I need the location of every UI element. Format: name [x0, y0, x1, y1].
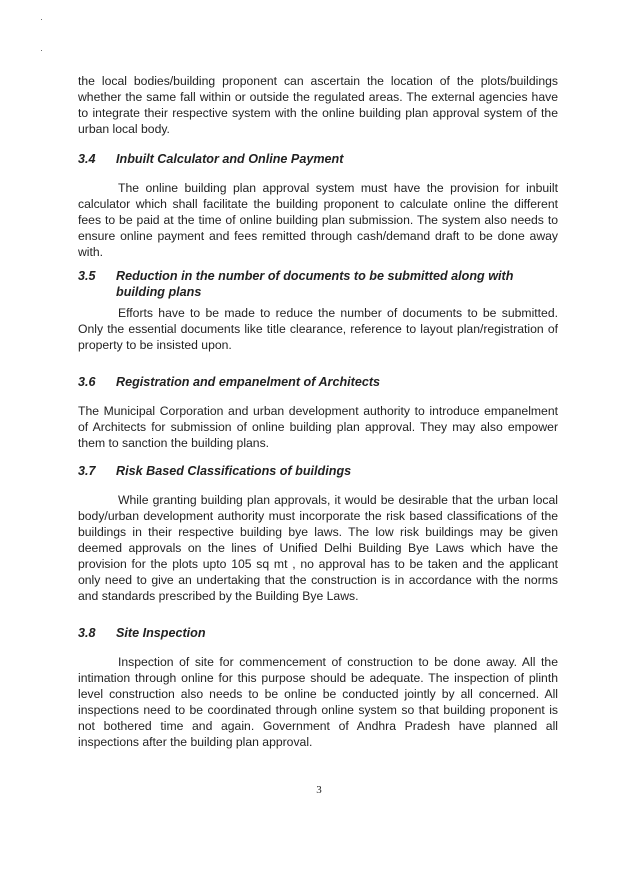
section-number: 3.8 — [78, 626, 96, 640]
section-body-3-8: Inspection of site for commencement of construction to be done away. All the intimation through online for this purpose should be adequate. The inspection of plinth level construction also needs to be online be conducted jointly by all concerned. All inspections need to be coordinated through online system so that building proponent is not bothered time and again. Government of Andhra Pradesh have planned all inspections after the building plan approval. — [78, 655, 558, 749]
section-number: 3.4 — [78, 152, 96, 166]
section-body-3-7: While granting building plan approvals, it would be desirable that the urban local body/urban development authority must incorporate the risk based classifications of the buildings in their respective building bye laws. The low risk buildings may be given deemed approvals on the lines of Unified Delhi Building Bye Laws which have the provision for the plots upto 105 sq mt , no approval has to be taken and the applicant only need to give an undertaking that the construction is in accordance with the norms and standards prescribed by the Building Bye Laws. — [78, 493, 558, 603]
section-heading-3-6 — [78, 374, 568, 390]
intro-paragraph: the local bodies/building proponent can ascertain the location of the plots/buildings whether the same fall within or outside the regulated areas. The external agencies have to integrate their respective system with the online building plan approval system of the urban local body. — [78, 74, 558, 136]
scan-mark: · — [40, 45, 43, 55]
page-number: 3 — [316, 784, 322, 796]
section-title: Risk Based Classifications of buildings — [116, 464, 352, 478]
section-title-line2: building plans — [116, 285, 202, 299]
section-number: 3.5 — [78, 269, 96, 283]
scan-mark: · — [40, 14, 43, 24]
section-heading-3-7 — [78, 463, 568, 479]
section-body-3-5: Efforts have to be made to reduce the number of documents to be submitted. Only the essential documents like title clearance, reference to layout plan/registration of property to be insisted upon. — [78, 306, 558, 352]
section-heading-3-4 — [78, 151, 568, 167]
section-body-3-6: The Municipal Corporation and urban development authority to introduce empanelment of Architects for submission of online building plan approval. They may also empower them to sanction the building plans. — [78, 404, 558, 450]
section-body-3-4: The online building plan approval system must have the provision for inbuilt calculator which shall facilitate the building proponent to calculate online the different fees to be paid at the time of online building plan submission. The system also needs to ensure online payment and fees remitted through cash/demand draft to be done away with. — [78, 181, 558, 259]
section-number: 3.7 — [78, 464, 96, 478]
section-title: Reduction in the number of documents to be submitted along with — [116, 269, 514, 283]
section-title: Site Inspection — [116, 626, 206, 640]
section-heading-3-5 — [78, 268, 568, 300]
section-title: Inbuilt Calculator and Online Payment — [116, 152, 344, 166]
section-title: Registration and empanelment of Architects — [116, 375, 381, 389]
section-number: 3.6 — [78, 375, 96, 389]
section-heading-3-8 — [78, 625, 568, 641]
